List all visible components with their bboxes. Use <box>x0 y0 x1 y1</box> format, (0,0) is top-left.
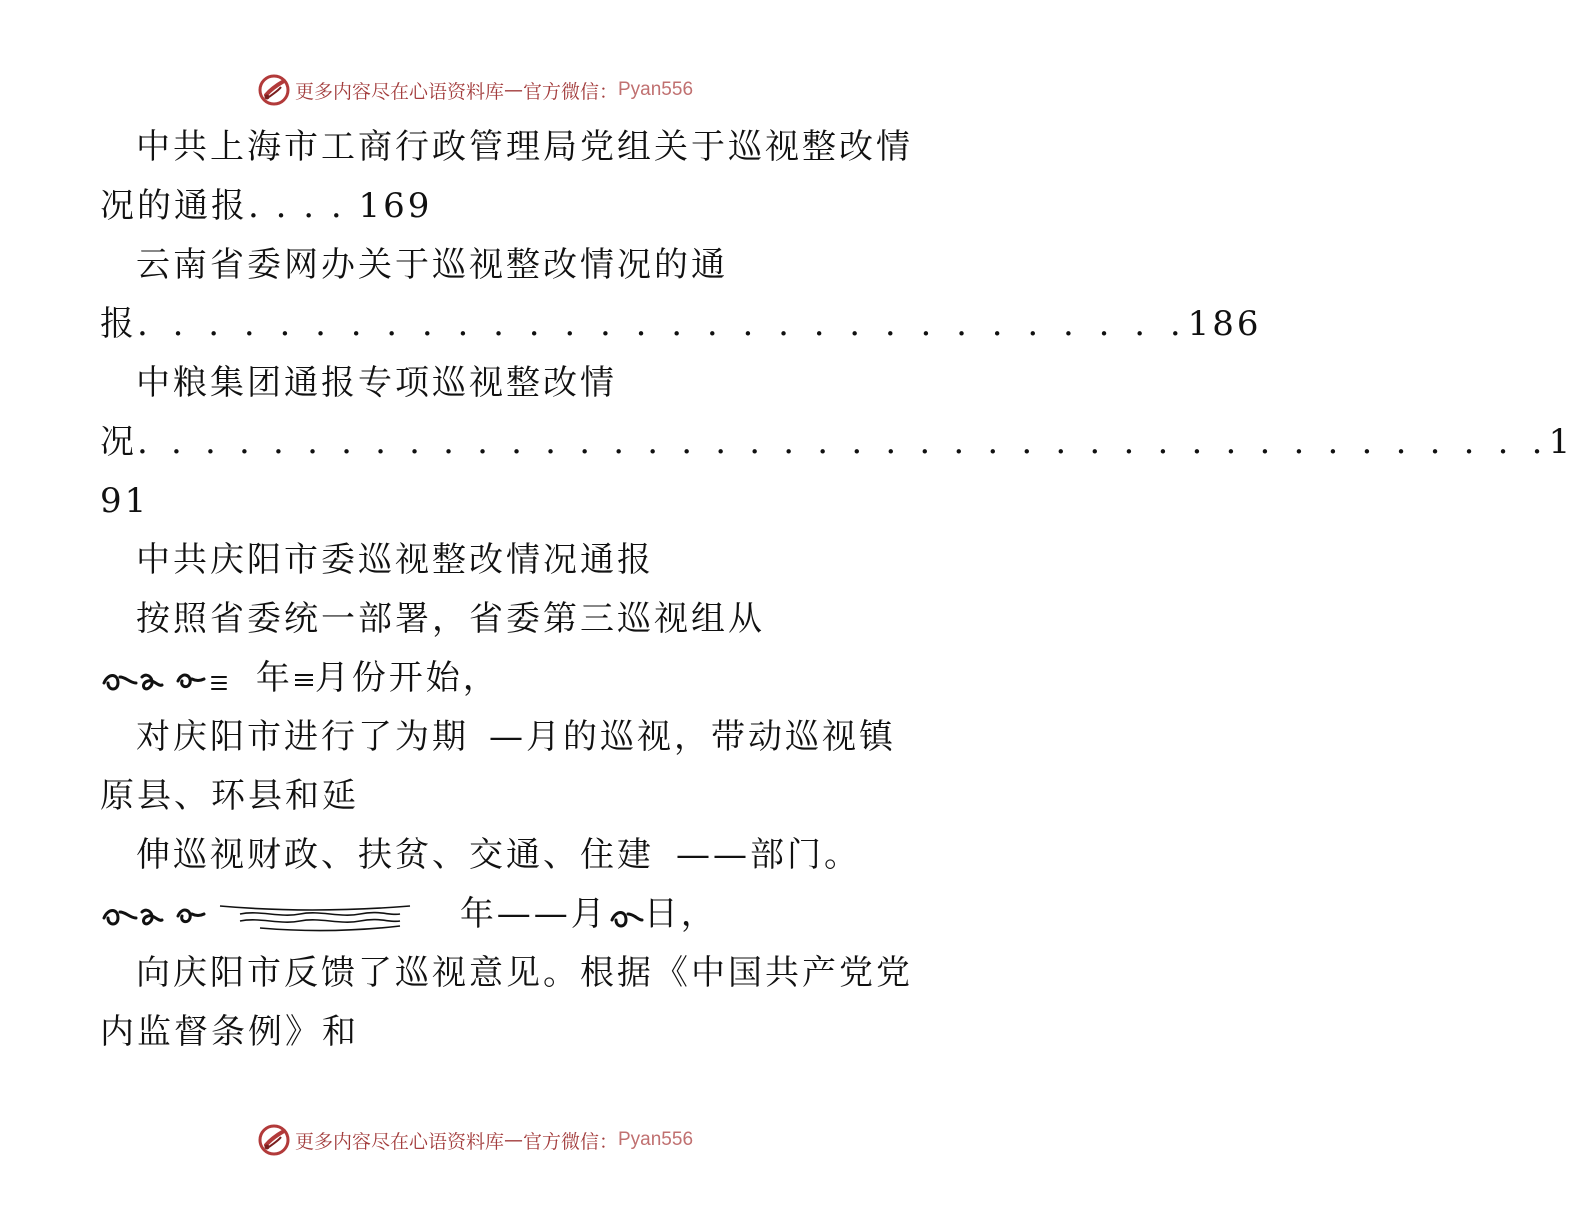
footer-site-text: 更多内容尽在心语资料库 <box>294 1130 504 1153</box>
toc-entry-shanghai-line1: 中共上海市工商行政管理局党组关于巡视整改情 <box>136 127 913 167</box>
toc-entry-cofco-line3: 91 <box>100 481 150 521</box>
footer-wechat-id: Pyan556 <box>618 1129 694 1150</box>
paragraph-line <box>100 826 860 885</box>
toc-entry-yunnan-line2 <box>100 295 1262 354</box>
paragraph-line-with-glyphs <box>100 649 860 708</box>
footer-separator: — <box>503 1129 523 1151</box>
footer-banner <box>0 1120 950 1160</box>
document-body <box>100 118 1573 1062</box>
header-banner <box>0 70 950 110</box>
toc-page-number: 1 <box>1548 422 1573 462</box>
paragraph-line-with-glyphs <box>100 885 860 944</box>
toc-leader-dots: . . . . . . . . . . . . . . . . . . . . . . . . . . . . . . . . . . . . . . . . . . <box>137 422 1549 462</box>
ornament-glyphs-icon <box>100 896 430 936</box>
toc-entry-cofco-start: 况 <box>100 422 137 462</box>
toc-entry-yunnan-start: 报 <box>100 304 137 344</box>
header-wechat-id: Pyan556 <box>618 79 694 100</box>
month-text: 月份开始， <box>314 658 500 698</box>
toc-entry-cofco-line2 <box>100 413 1573 472</box>
toc-entry-shanghai-line2: 况的通报. . . . 169 <box>100 186 433 226</box>
paragraph-fragment: ——部门。 <box>676 835 861 875</box>
ink-brush-logo-icon <box>257 1123 291 1157</box>
year-label: 年 <box>255 658 293 698</box>
header-site-text: 更多内容尽在心语资料库 <box>294 80 504 103</box>
garbled-glyph-cluster <box>100 660 228 700</box>
paragraph-line: 向庆阳市反馈了巡视意见。根据《中国共产党党 <box>136 953 913 993</box>
date-day: 日， <box>643 894 718 934</box>
toc-entry-cofco-line1: 中粮集团通报专项巡视整改情 <box>136 363 617 403</box>
paragraph-fragment: —月的巡视，带动巡视镇 <box>489 717 896 757</box>
ink-brush-logo-icon <box>257 73 291 107</box>
header-wechat-label: 官方微信： <box>522 80 618 103</box>
article-title: 中共庆阳市委巡视整改情况通报 <box>136 540 654 580</box>
redacted-day-icon <box>608 902 644 930</box>
header-separator: — <box>503 79 523 101</box>
paragraph-fragment: 对庆阳市进行了为期 <box>136 717 469 757</box>
paragraph-line: 原县、环县和延 <box>100 776 359 816</box>
garbled-glyph-cluster <box>100 896 430 936</box>
date-year-month: 年——月 <box>459 894 608 934</box>
toc-leader-dots: . . . . . . . . . . . . . . . . . . . . . . . . . . . . . . <box>137 304 1188 344</box>
ornament-glyphs-icon <box>100 663 228 697</box>
footer-wechat-label: 官方微信： <box>522 1130 618 1153</box>
paragraph-fragment: 伸巡视财政、扶贫、交通、住建 <box>136 835 654 875</box>
toc-entry-yunnan-line1: 云南省委网办关于巡视整改情况的通 <box>136 245 728 285</box>
paragraph-line <box>100 708 896 767</box>
redacted-number-icon <box>293 670 315 690</box>
toc-page-number: 186 <box>1187 304 1262 344</box>
paragraph-line: 按照省委统一部署，省委第三巡视组从 <box>136 599 765 639</box>
paragraph-line: 内监督条例》和 <box>100 1012 359 1052</box>
